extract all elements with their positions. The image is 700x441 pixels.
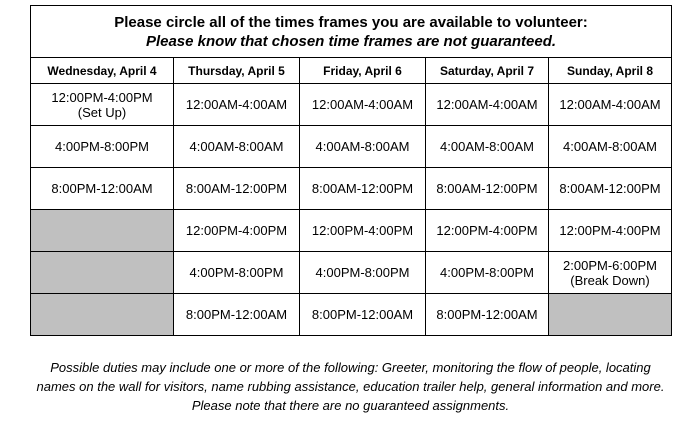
time-slot-label: 8:00AM-12:00PM bbox=[559, 181, 661, 196]
day-header: Wednesday, April 4 bbox=[31, 58, 174, 84]
time-slot-label: 4:00AM-8:00AM bbox=[315, 139, 410, 154]
day-header: Saturday, April 7 bbox=[426, 58, 549, 84]
time-slot-label: 8:00AM-12:00PM bbox=[185, 181, 288, 196]
time-slot[interactable] bbox=[174, 168, 300, 210]
time-slot-row bbox=[31, 294, 672, 336]
day-header: Sunday, April 8 bbox=[549, 58, 672, 84]
time-slot[interactable] bbox=[174, 126, 300, 168]
day-header-row bbox=[31, 58, 672, 84]
time-slot-label: 12:00PM-4:00PM bbox=[436, 223, 538, 238]
time-slot[interactable] bbox=[300, 210, 426, 252]
instructions-header bbox=[31, 6, 672, 58]
schedule-table bbox=[30, 5, 672, 336]
schedule-body bbox=[31, 84, 672, 336]
time-slot[interactable] bbox=[426, 126, 549, 168]
time-slot[interactable] bbox=[300, 84, 426, 126]
time-slot-label: 12:00AM-4:00AM bbox=[436, 97, 538, 112]
time-slot[interactable] bbox=[31, 168, 174, 210]
time-slot[interactable] bbox=[300, 252, 426, 294]
instructions-line: Please circle all of the times frames you are available to volunteer: bbox=[114, 13, 588, 31]
time-slot-label: 8:00PM-12:00AM bbox=[436, 307, 538, 322]
time-slot[interactable] bbox=[549, 168, 672, 210]
time-slot-label: 4:00PM-8:00PM bbox=[189, 265, 284, 280]
time-slot[interactable] bbox=[300, 294, 426, 336]
time-slot[interactable] bbox=[549, 252, 672, 294]
time-slot-label: 4:00AM-8:00AM bbox=[563, 139, 657, 154]
time-slot-label: 8:00PM-12:00AM bbox=[185, 307, 288, 322]
time-slot[interactable] bbox=[549, 126, 672, 168]
time-slot[interactable] bbox=[426, 168, 549, 210]
instructions-row bbox=[31, 6, 672, 58]
time-slot[interactable] bbox=[31, 126, 174, 168]
time-slot-label: 4:00PM-8:00PM bbox=[440, 265, 534, 280]
time-slot-label: 8:00PM-12:00AM bbox=[51, 181, 153, 196]
time-slot[interactable] bbox=[549, 210, 672, 252]
time-slot[interactable] bbox=[549, 84, 672, 126]
time-slot[interactable] bbox=[426, 210, 549, 252]
time-slot-label: 12:00AM-4:00AM bbox=[559, 97, 661, 112]
time-slot-row bbox=[31, 210, 672, 252]
time-slot[interactable] bbox=[426, 252, 549, 294]
time-slot[interactable] bbox=[174, 252, 300, 294]
time-slot[interactable] bbox=[426, 84, 549, 126]
time-slot-label: 4:00PM-8:00PM bbox=[315, 265, 410, 280]
time-slot-label: 8:00AM-12:00PM bbox=[436, 181, 538, 196]
time-slot-label: 12:00PM-4:00PM bbox=[51, 89, 153, 105]
time-slot-label: 12:00PM-4:00PM bbox=[311, 223, 414, 238]
volunteer-sheet bbox=[30, 5, 670, 336]
time-slot-label: 12:00AM-4:00AM bbox=[311, 97, 414, 112]
time-slot-note: (Break Down) bbox=[570, 272, 650, 288]
unavailable-slot bbox=[31, 294, 174, 336]
duties-note: Possible duties may include one or more of the following: Greeter, monitoring the flow of people, locating names on the wall for visitors, name rubbing assistance, education trailer help, general information and more. Please note that there are no guaranteed assignments. bbox=[36, 360, 665, 413]
disclaimer-line: Please know that chosen time frames are not guaranteed. bbox=[145, 32, 557, 50]
time-slot-label: 4:00AM-8:00AM bbox=[189, 139, 284, 154]
time-slot-row bbox=[31, 252, 672, 294]
time-slot-label: 12:00PM-4:00PM bbox=[185, 223, 288, 238]
day-header: Thursday, April 5 bbox=[174, 58, 300, 84]
time-slot-label: 12:00AM-4:00AM bbox=[185, 97, 288, 112]
time-slot-row bbox=[31, 84, 672, 126]
time-slot[interactable] bbox=[300, 126, 426, 168]
time-slot-label: 8:00PM-12:00AM bbox=[311, 307, 414, 322]
unavailable-slot bbox=[549, 294, 672, 336]
time-slot-label: 2:00PM-6:00PM bbox=[563, 257, 657, 273]
time-slot[interactable] bbox=[31, 84, 174, 126]
time-slot[interactable] bbox=[426, 294, 549, 336]
unavailable-slot bbox=[31, 252, 174, 294]
unavailable-slot bbox=[31, 210, 174, 252]
time-slot-label: 4:00AM-8:00AM bbox=[440, 139, 534, 154]
day-header: Friday, April 6 bbox=[300, 58, 426, 84]
time-slot-note: (Set Up) bbox=[77, 104, 127, 120]
time-slot-label: 12:00PM-4:00PM bbox=[559, 223, 661, 238]
time-slot-label: 8:00AM-12:00PM bbox=[311, 181, 414, 196]
time-slot[interactable] bbox=[174, 294, 300, 336]
time-slot-row bbox=[31, 126, 672, 168]
time-slot-label: 4:00PM-8:00PM bbox=[55, 139, 149, 154]
time-slot-row bbox=[31, 168, 672, 210]
time-slot[interactable] bbox=[174, 210, 300, 252]
time-slot[interactable] bbox=[174, 84, 300, 126]
time-slot[interactable] bbox=[300, 168, 426, 210]
